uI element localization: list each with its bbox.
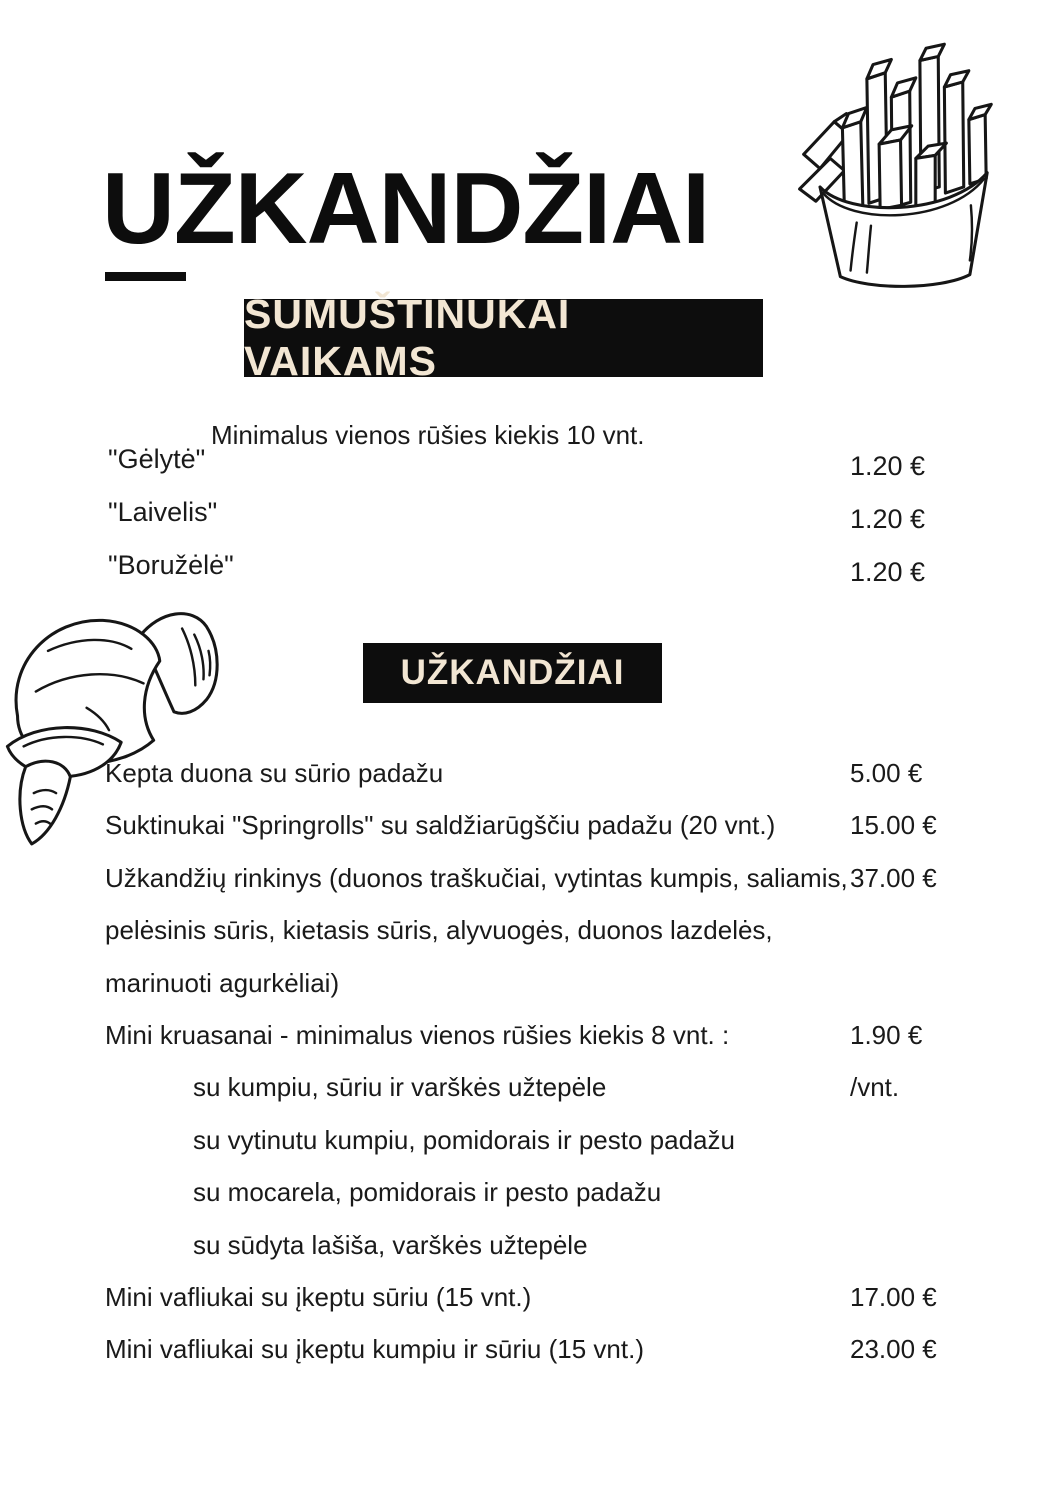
item-price: 15.00 €: [850, 810, 937, 841]
item-name: "Gėlytė": [108, 444, 206, 474]
french-fries-icon: [788, 34, 1010, 294]
item-name: su vytinutu kumpiu, pomidorais ir pesto padažu: [193, 1124, 735, 1155]
item-name: Mini vafliukai su įkeptu sūriu (15 vnt.): [105, 1282, 532, 1313]
item-name: "Boružėlė": [108, 550, 234, 580]
section-heading-kids: [244, 291, 763, 384]
page-title: UŽKANDŽIAI: [102, 152, 710, 265]
menu-row: [105, 799, 965, 851]
menu-row-variant: [105, 1166, 965, 1218]
item-name: Užkandžių rinkinys (duonos traškučiai, vytintas kumpis, saliamis, pelėsinis sūris, kietasis sūris, alyvuogės, duonos lazdelės, marinuoti agurkėliai): [105, 862, 848, 998]
item-name: su mocarela, pomidorais ir pesto padažu: [193, 1177, 662, 1208]
item-price: 37.00 €: [850, 862, 937, 893]
menu-row: [108, 544, 960, 597]
item-name: Kepta duona su sūrio padažu: [105, 758, 444, 788]
menu-row: [108, 491, 960, 544]
menu-row: [105, 747, 965, 799]
menu-row: [105, 1271, 965, 1323]
item-name: su sūdyta lašiša, varškės užtepėle: [193, 1229, 588, 1260]
menu-row: [105, 1323, 965, 1375]
item-price: 1.90 €: [850, 1020, 923, 1051]
menu-row-variant: [105, 1219, 965, 1271]
section-heading-snacks-label: UŽKANDŽIAI: [400, 653, 625, 692]
section-heading-snacks: [363, 643, 662, 703]
menu-row: [108, 438, 960, 491]
snacks-menu-list: [105, 747, 965, 1376]
item-price-unit: /vnt.: [850, 1072, 900, 1103]
item-price: 23.00 €: [850, 1334, 937, 1365]
kids-minimum-note: Minimalus vienos rūšies kiekis 10 vnt.: [211, 420, 645, 450]
item-price: 1.20 €: [850, 557, 926, 587]
item-price: 1.20 €: [850, 451, 926, 481]
menu-row-variant: [105, 1061, 965, 1113]
menu-row-variant: [105, 1114, 965, 1166]
menu-row: [105, 852, 965, 1009]
kids-menu-list: [108, 438, 960, 597]
item-name: Mini kruasanai - minimalus vienos rūšies kiekis 8 vnt. :: [105, 1020, 730, 1051]
item-price: 1.20 €: [850, 504, 926, 534]
item-name: su kumpiu, sūriu ir varškės užtepėle: [193, 1072, 607, 1103]
item-price: 5.00 €: [850, 758, 923, 788]
item-name: Suktinukai "Springrolls" su saldžiarūgščiu padažu (20 vnt.): [105, 810, 776, 841]
menu-row: [105, 1009, 965, 1061]
item-price: 17.00 €: [850, 1282, 937, 1313]
item-name: Mini vafliukai su įkeptu kumpiu ir sūriu (15 vnt.): [105, 1334, 644, 1365]
section-heading-kids-label: SUMUŠTINUKAI VAIKAMS: [244, 291, 571, 384]
title-rule-divider: [105, 272, 186, 281]
item-name: "Laivelis": [108, 497, 218, 527]
